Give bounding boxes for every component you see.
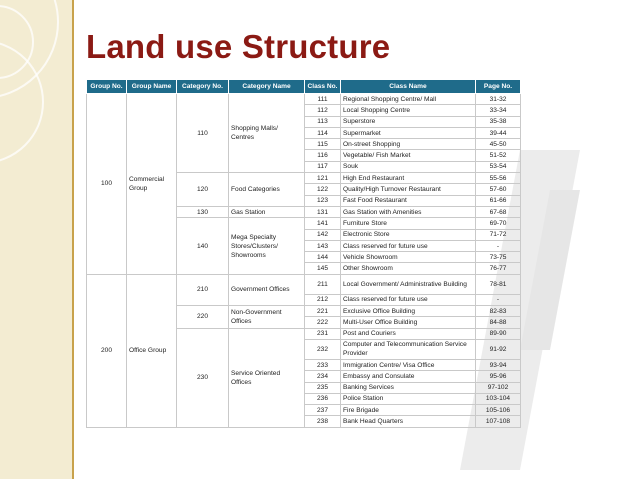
category-no-cell: 140 <box>177 218 229 274</box>
class-name-cell: Embassy and Consulate <box>341 371 476 382</box>
table-row <box>87 94 521 105</box>
page-no-cell: 84-88 <box>476 317 521 328</box>
page-no-cell: 69-70 <box>476 218 521 229</box>
class-name-cell: Local Government/ Administrative Building <box>341 274 476 294</box>
class-no-cell: 233 <box>305 359 341 370</box>
class-name-cell: Vehicle Showroom <box>341 252 476 263</box>
class-no-cell: 114 <box>305 127 341 138</box>
class-name-cell: Electronic Store <box>341 229 476 240</box>
group-no-cell: 100 <box>87 94 127 275</box>
column-header: Class No. <box>305 80 341 94</box>
group-name-cell: Office Group <box>127 274 177 427</box>
page-no-cell: 39-44 <box>476 127 521 138</box>
class-name-cell: Class reserved for future use <box>341 240 476 251</box>
group-no-cell: 200 <box>87 274 127 427</box>
page-no-cell: 31-32 <box>476 94 521 105</box>
left-decorative-band <box>0 0 72 479</box>
class-no-cell: 222 <box>305 317 341 328</box>
page-no-cell: 33-34 <box>476 105 521 116</box>
class-no-cell: 232 <box>305 339 341 359</box>
class-name-cell: Police Station <box>341 393 476 404</box>
page-no-cell: 89-90 <box>476 328 521 339</box>
table-row <box>87 274 521 294</box>
class-no-cell: 122 <box>305 184 341 195</box>
class-no-cell: 145 <box>305 263 341 274</box>
class-no-cell: 238 <box>305 416 341 427</box>
category-no-cell: 110 <box>177 94 229 173</box>
class-no-cell: 221 <box>305 306 341 317</box>
class-name-cell: Post and Couriers <box>341 328 476 339</box>
class-no-cell: 143 <box>305 240 341 251</box>
page-no-cell: 76-77 <box>476 263 521 274</box>
page-no-cell: 35-38 <box>476 116 521 127</box>
class-name-cell: Banking Services <box>341 382 476 393</box>
class-name-cell: Immigration Centre/ Visa Office <box>341 359 476 370</box>
category-name-cell: Service Oriented Offices <box>229 328 305 427</box>
class-name-cell: Regional Shopping Centre/ Mall <box>341 94 476 105</box>
category-no-cell: 230 <box>177 328 229 427</box>
page-no-cell: 78-81 <box>476 274 521 294</box>
class-no-cell: 142 <box>305 229 341 240</box>
class-no-cell: 236 <box>305 393 341 404</box>
class-name-cell: Fire Brigade <box>341 405 476 416</box>
class-no-cell: 116 <box>305 150 341 161</box>
class-no-cell: 237 <box>305 405 341 416</box>
class-name-cell: Supermarket <box>341 127 476 138</box>
class-name-cell: On-street Shopping <box>341 139 476 150</box>
page-no-cell: 73-75 <box>476 252 521 263</box>
class-no-cell: 121 <box>305 173 341 184</box>
class-name-cell: Superstore <box>341 116 476 127</box>
class-no-cell: 113 <box>305 116 341 127</box>
table-header-row <box>87 80 521 94</box>
class-no-cell: 141 <box>305 218 341 229</box>
page-no-cell: 95-96 <box>476 371 521 382</box>
page-no-cell: 55-56 <box>476 173 521 184</box>
category-name-cell: Non-Government Offices <box>229 306 305 329</box>
page-no-cell: 97-102 <box>476 382 521 393</box>
page-no-cell: 67-68 <box>476 206 521 217</box>
class-name-cell: Computer and Telecommunication Service Provider <box>341 339 476 359</box>
class-name-cell: Exclusive Office Building <box>341 306 476 317</box>
class-no-cell: 212 <box>305 294 341 305</box>
category-no-cell: 220 <box>177 306 229 329</box>
category-name-cell: Government Offices <box>229 274 305 305</box>
class-name-cell: Multi-User Office Building <box>341 317 476 328</box>
class-no-cell: 115 <box>305 139 341 150</box>
column-header: Group Name <box>127 80 177 94</box>
class-name-cell: Vegetable/ Fish Market <box>341 150 476 161</box>
group-name-cell: Commercial Group <box>127 94 177 275</box>
class-no-cell: 211 <box>305 274 341 294</box>
page-no-cell: 82-83 <box>476 306 521 317</box>
page-no-cell: 53-54 <box>476 161 521 172</box>
page-no-cell: 105-106 <box>476 405 521 416</box>
class-name-cell: Other Showroom <box>341 263 476 274</box>
class-no-cell: 144 <box>305 252 341 263</box>
class-name-cell: Class reserved for future use <box>341 294 476 305</box>
class-name-cell: Gas Station with Amenities <box>341 206 476 217</box>
column-header: Class Name <box>341 80 476 94</box>
column-header: Page No. <box>476 80 521 94</box>
land-use-table <box>86 79 521 428</box>
class-no-cell: 131 <box>305 206 341 217</box>
page-no-cell: 61-66 <box>476 195 521 206</box>
page-no-cell: 57-60 <box>476 184 521 195</box>
page-no-cell: 107-108 <box>476 416 521 427</box>
category-name-cell: Shopping Malls/ Centres <box>229 94 305 173</box>
class-name-cell: Local Shopping Centre <box>341 105 476 116</box>
page-no-cell: 91-92 <box>476 339 521 359</box>
page-no-cell: 103-104 <box>476 393 521 404</box>
page-no-cell: 71-72 <box>476 229 521 240</box>
page-no-cell: - <box>476 294 521 305</box>
class-name-cell: Furniture Store <box>341 218 476 229</box>
page-no-cell: - <box>476 240 521 251</box>
category-no-cell: 120 <box>177 173 229 207</box>
category-no-cell: 210 <box>177 274 229 305</box>
class-name-cell: Bank Head Quarters <box>341 416 476 427</box>
class-no-cell: 235 <box>305 382 341 393</box>
class-no-cell: 231 <box>305 328 341 339</box>
column-header: Category No. <box>177 80 229 94</box>
class-name-cell: High End Restaurant <box>341 173 476 184</box>
category-name-cell: Gas Station <box>229 206 305 217</box>
category-name-cell: Mega Specialty Stores/Clusters/ Showrooms <box>229 218 305 274</box>
column-header: Group No. <box>87 80 127 94</box>
class-no-cell: 111 <box>305 94 341 105</box>
column-header: Category Name <box>229 80 305 94</box>
class-name-cell: Souk <box>341 161 476 172</box>
page-no-cell: 45-50 <box>476 139 521 150</box>
class-no-cell: 117 <box>305 161 341 172</box>
class-no-cell: 123 <box>305 195 341 206</box>
page-no-cell: 93-94 <box>476 359 521 370</box>
class-no-cell: 112 <box>305 105 341 116</box>
slide-title: Land use Structure <box>86 28 391 65</box>
divider-line <box>72 0 74 479</box>
category-no-cell: 130 <box>177 206 229 217</box>
page-no-cell: 51-52 <box>476 150 521 161</box>
class-no-cell: 234 <box>305 371 341 382</box>
class-name-cell: Fast Food Restaurant <box>341 195 476 206</box>
category-name-cell: Food Categories <box>229 173 305 207</box>
class-name-cell: Quality/High Turnover Restaurant <box>341 184 476 195</box>
